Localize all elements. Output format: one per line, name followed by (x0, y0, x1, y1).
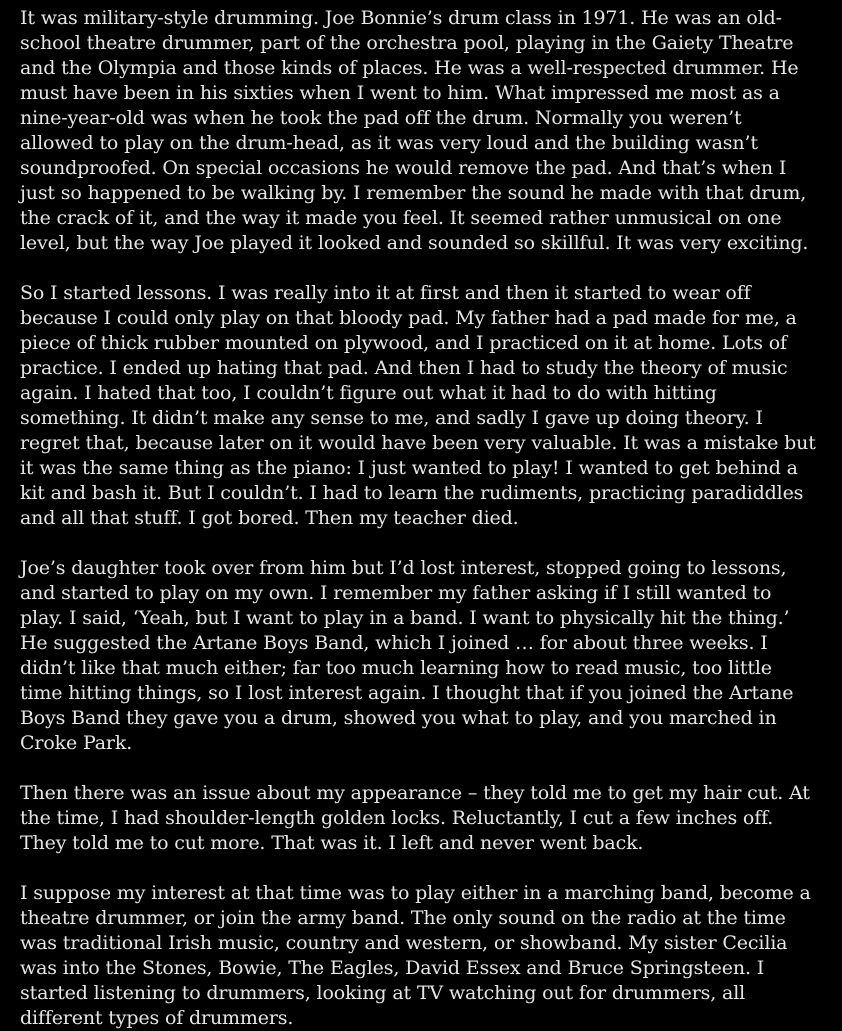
paragraph-appearance: Then there was an issue about my appearance – they told me to get my hair cut. At the time, I had shoulder-length golden locks. Reluctantly, I cut a few inches off. They told me to cut more. That was it. I left and never went back. (20, 782, 810, 854)
paragraph-interests: I suppose my interest at that time was to play either in a marching band, become a theatre drummer, or join the army band. The only sound on the radio at the time was traditional Irish music, country and western, or showband. My sister Cecilia was into the Stones, Bowie, The Eagles, David Essex and Bruce Springsteen. I started listening to drummers, looking at TV watching out for drummers, all different types of drummers. (20, 882, 811, 1029)
paragraph-artane-boys-band: Joe’s daughter took over from him but I’d lost interest, stopped going to lessons, and started to play on my own. I remember my father asking if I still wanted to play. I said, ‘Yeah, but I want to play in a band. I want to physically hit the thing.’ He suggested the Artane Boys Band, which I joined … for about three weeks. I didn’t like that much either; far too much learning how to read music, too little time hitting things, so I lost interest again. I thought that if you joined the Artane Boys Band they gave you a drum, showed you what to play, and you marched in Croke Park. (20, 557, 794, 754)
paragraph-lessons: So I started lessons. I was really into it at first and then it started to wear off because I could only play on that bloody pad. My father had a pad made for me, a piece of thick rubber mounted on plywood, and I practiced on it at home. Lots of practice. I ended up hating that pad. And then I had to study the theory of music again. I hated that too, I couldn’t figure out what it had to do with hitting something. It didn’t make any sense to me, and sadly I gave up doing theory. I regret that, because later on it would have been very valuable. It was a mistake but it was the same thing as the piano: I just wanted to play! I wanted to get behind a kit and bash it. But I couldn’t. I had to learn the rudiments, practicing paradiddles and all that stuff. I got bored. Then my teacher died. (20, 282, 816, 529)
paragraph-drum-class: It was military-style drumming. Joe Bonnie’s drum class in 1971. He was an old-school theatre drummer, part of the orchestra pool, playing in the Gaiety Theatre and the Olympia and those kinds of places. He was a well-respected drummer. He must have been in his sixties when I went to him. What impressed me most as a nine-year-old was when he took the pad off the drum. Normally you weren’t allowed to play on the drum-head, as it was very loud and the building wasn’t soundproofed. On special occasions he would remove the pad. And that’s when I just so happened to be walking by. I remember the sound he made with that drum, the crack of it, and the way it made you feel. It seemed rather unmusical on one level, but the way Joe played it looked and sounded so skillful. It was very exciting. (20, 7, 809, 254)
